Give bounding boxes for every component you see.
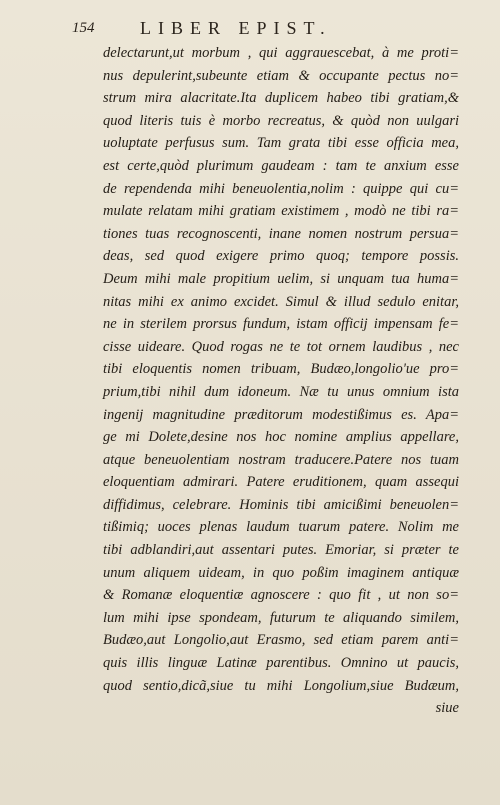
text-line: tibi adblandiri,aut assentari putes. Emoriar, si præter te — [103, 542, 459, 559]
text-line: Deum mihi male propitium uelim, si unquam tua huma= — [103, 270, 459, 287]
text-line: tibi eloquentis nomen tribuam, Budæo,longolio'ue pro= — [103, 361, 459, 378]
text-line: strum mira alacritate.Ita duplicem habeo tibi gratiam,& — [103, 90, 459, 107]
text-line: ge mi Dolete,desine nos hoc nomine amplius appellare, — [103, 429, 459, 446]
running-head: LIBER EPIST. — [140, 18, 332, 38]
catchword: siue — [435, 700, 459, 717]
text-line: diffidimus, celebrare. Hominis tibi amicißimi beneuolen= — [103, 496, 459, 513]
text-line: delectarunt,ut morbum , qui aggrauescebat, à me proti= — [103, 45, 459, 61]
page-header — [72, 18, 456, 44]
text-line: eloquentiam admirari. Patere eruditionem, quam assequi — [103, 474, 459, 491]
text-line: quod literis tuis è morbo recreatus, & quòd non uulgari — [103, 112, 459, 129]
text-line: quis illis linguæ Latinæ parentibus. Omnino ut paucis, — [103, 655, 459, 672]
letter-text — [103, 42, 459, 720]
text-line: & Romanæ eloquentiæ agnoscere : quo fit , ut non so= — [103, 587, 459, 604]
text-line: deas, sed quod exigere primo quoq; tempore possis. — [103, 248, 459, 265]
text-line: nus depulerint,subeunte etiam & occupante pectus no= — [103, 67, 459, 84]
text-line: cisse uideare. Quod rogas ne te tot ornem laudibus , nec — [103, 338, 459, 355]
text-line: tißimiq; uoces plenas laudum tuarum patere. Nolim me — [103, 519, 459, 536]
text-line: prium,tibi nihil dum idoneum. Næ tu unus omnium ista — [103, 383, 459, 400]
text-line: tiones tuas recognoscenti, inane nomen nostrum persua= — [103, 225, 459, 242]
page-number: 154 — [72, 20, 95, 36]
text-line: est certe,quòd plurimum gaudeam : tam te anxium esse — [103, 157, 459, 174]
text-line: Budæo,aut Longolio,aut Erasmo, sed etiam parem anti= — [103, 632, 459, 649]
text-line: uoluptate perfusus sum. Tam grata tibi esse officia mea, — [103, 135, 459, 152]
text-line: quod sentio,dicã,siue tu mihi Longolium,siue Budæum, — [103, 677, 459, 694]
text-line: lum mihi ipse spondeam, futurum te aliquando similem, — [103, 609, 459, 626]
text-line: atque beneuolentiam nostram traducere.Patere nos tuam — [103, 451, 459, 468]
text-line: ne in sterilem prorsus fundum, istam officij impensam fe= — [103, 316, 459, 333]
text-line: nitas mihi ex animo excidet. Simul & illud sedulo enitar, — [103, 293, 459, 310]
text-line: unum aliquem uideam, in quo poßim imaginem antiquæ — [103, 564, 459, 581]
text-line: ingenij magnitudine præditorum modestißimus es. Apa= — [103, 406, 459, 423]
text-line: de rependenda mihi beneuolentia,nolim : quippe qui cu= — [103, 180, 459, 197]
text-line: mulate relatam mihi gratiam existimem , modò ne tibi ra= — [103, 203, 459, 220]
